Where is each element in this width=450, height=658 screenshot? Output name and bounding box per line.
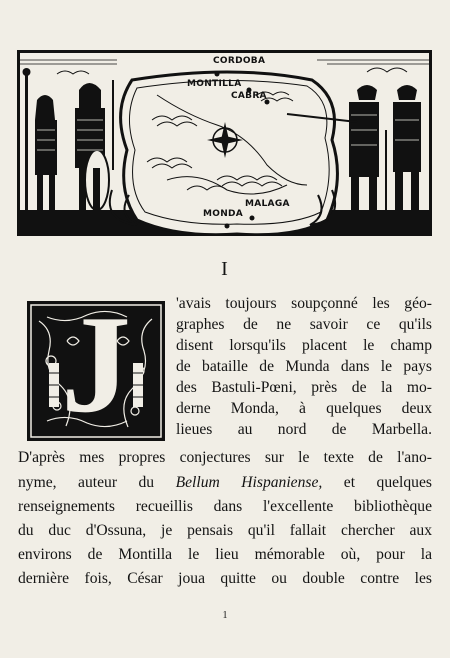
page-number: 1 xyxy=(222,610,228,621)
text-line-7: lieues au nord de Marbella. xyxy=(176,421,432,438)
ornamental-drop-cap xyxy=(27,301,165,441)
text-line-11: du duc d'Ossuna, je pensais qu'il fallait chercher aux xyxy=(18,522,432,539)
text-line-9-prefix: nyme, xyxy=(18,474,57,491)
map-label-montilla: MONTILLA xyxy=(187,79,242,89)
text-line-9-b: et quelques xyxy=(343,474,432,491)
text-line-3: disent lorsqu'ils placent le champ xyxy=(176,337,432,354)
chapter-numeral: I xyxy=(221,258,229,280)
text-line-5: des Bastuli-Pœni, près de la mo- xyxy=(176,379,432,396)
text-line-13: dernière fois, César joua quitte ou double contre les xyxy=(18,570,432,587)
drop-cap-letter: J xyxy=(61,301,131,441)
text-line-10: renseignements recueillis dans l'excellente bibliothèque xyxy=(18,498,432,515)
map-label-monda: MONDA xyxy=(203,209,244,219)
text-line-2: graphes de ne savoir ce qu'ils xyxy=(176,316,432,333)
map-label-cordoba: CORDOBA xyxy=(213,56,266,66)
text-line-8: D'après mes propres conjectures sur le texte de l'ano- xyxy=(18,449,432,466)
text-line-12: environs de Montilla le lieu mémorable où, pour la xyxy=(18,546,432,563)
text-line-9-a: auteur du xyxy=(78,474,155,491)
text-line-1: 'avais toujours soupçonné les géo- xyxy=(176,295,432,312)
woodcut-header-illustration xyxy=(17,50,432,236)
map-label-malaga: MALAGA xyxy=(245,199,290,209)
map-label-cabra: CABRA xyxy=(231,91,267,101)
text-line-6: derne Monda, à quelques deux xyxy=(176,400,432,417)
text-line-4: de bataille de Munda dans le pays xyxy=(176,358,432,375)
book-title-bellum-hispaniense: Bellum Hispaniense, xyxy=(175,474,323,491)
text-line-9 xyxy=(18,473,432,493)
